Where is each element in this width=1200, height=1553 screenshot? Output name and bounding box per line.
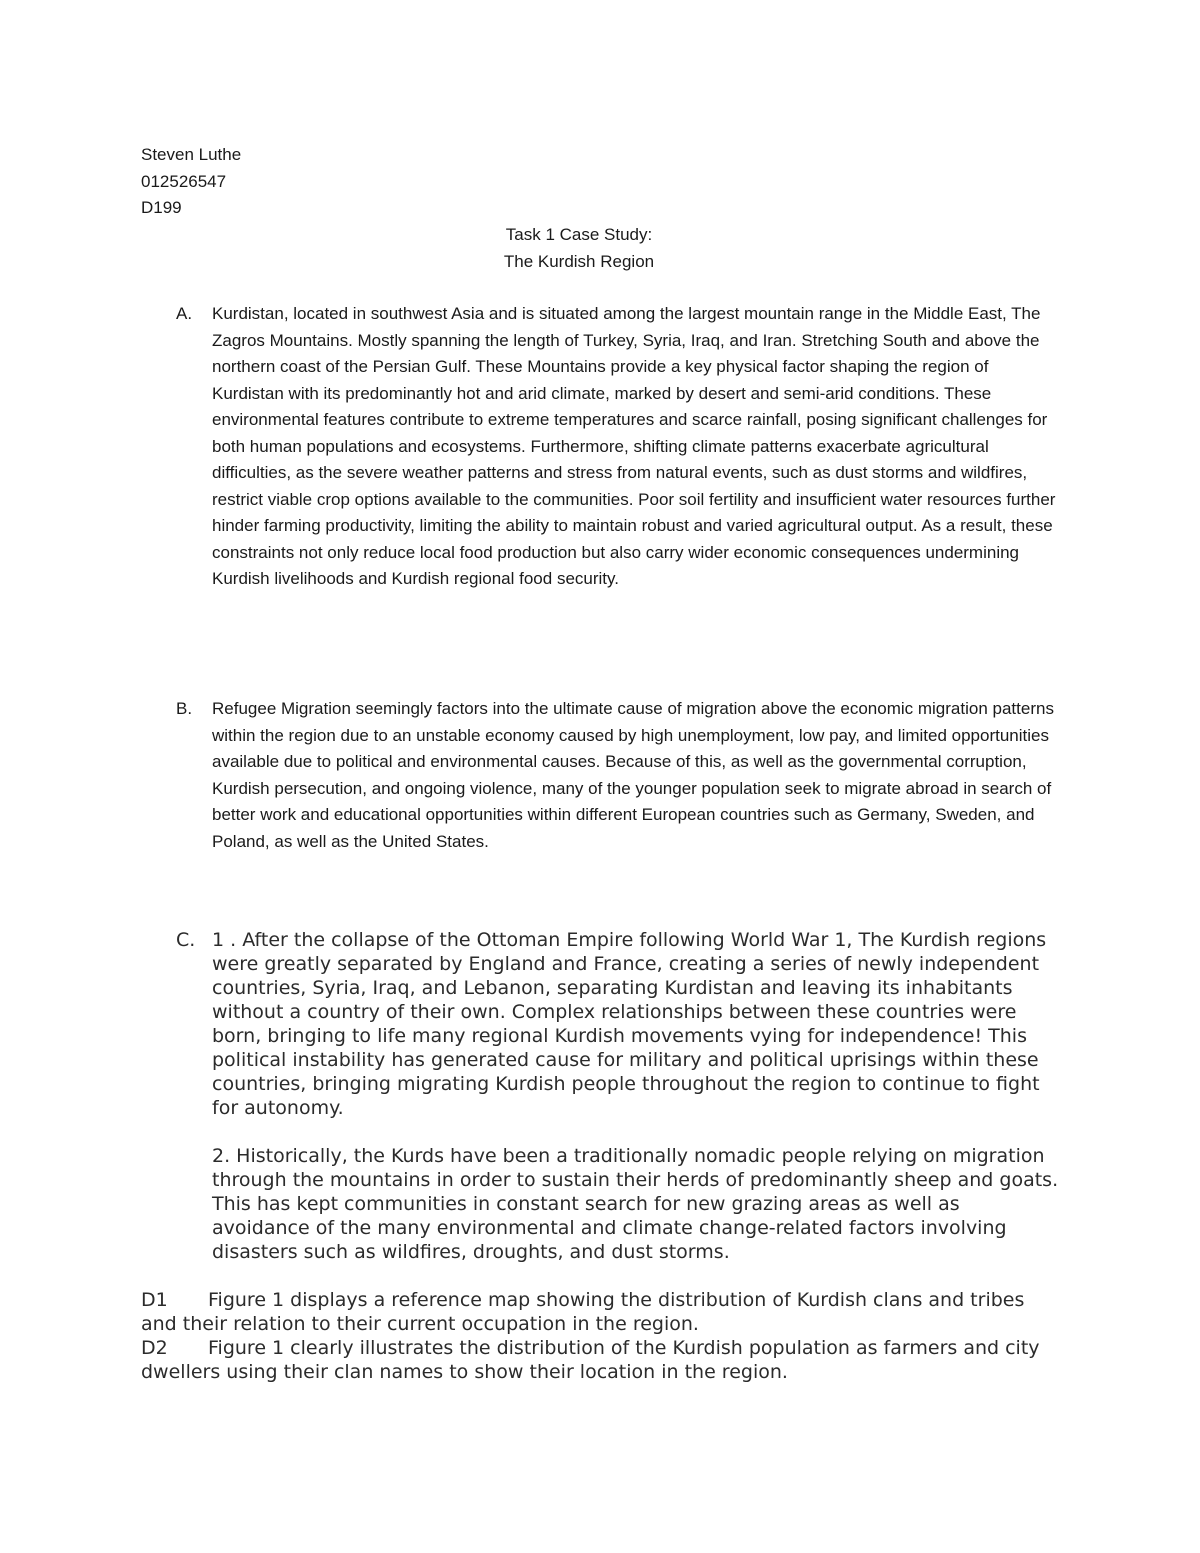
section-a-label: A. (176, 304, 193, 323)
section-a-text: Kurdistan, located in southwest Asia and is situated among the largest mountain range in the Middle East, The Zagros Mountains. Mostly spanning the length of Turkey, Syria, Iraq, and Iran. Stretching South and above the northern coast of the Persian Gulf. These Mountains provide a key physical factor shaping the region of Kurdistan with its predominantly hot and arid climate, marked by desert and semi-arid conditions. These environmental features contribute to extreme temperatures and scarce rainfall, posing significant challenges for both human populations and ecosystems. Furthermore, shifting climate patterns exacerbate agricultural difficulties, as the severe weather patterns and stress from natural events, such as dust storms and wildfires, restrict viable crop options available to the communities. Poor soil fertility and insufficient water resources further hinder farming productivity, limiting the ability to maintain robust and varied agricultural output. As a result, these constraints not only reduce local food production but also carry wider economic consequences undermining Kurdish livelihoods and Kurdish regional food security. (212, 304, 1056, 588)
section-d1-label: D1 (141, 1289, 168, 1311)
section-d2-text: Figure 1 clearly illustrates the distribution of the Kurdish population as farmers and city dwellers using their clan names to show their location in the region. (141, 1337, 1040, 1383)
course-code: D199 (141, 198, 182, 217)
author-name: Steven Luthe (141, 145, 242, 164)
author-header (141, 142, 241, 222)
section-c-paragraph-1: 1 . After the collapse of the Ottoman Empire following World War 1, The Kurdish regions were greatly separated by England and France, creating a series of newly independent countries, Syria, Iraq, and Lebanon, separating Kurdistan and leaving its inhabitants without a country of their own. Complex relationships between these countries were born, bringing to life many regional Kurdish movements vying for independence! This political instability has generated cause for military and political uprisings within these countries, bringing migrating Kurdish people throughout the region to continue to fight for autonomy. (212, 929, 1047, 1119)
title-line-2: The Kurdish Region (503, 251, 655, 271)
title-line-1: Task 1 Case Study: (505, 225, 653, 244)
section-d1-text: Figure 1 displays a reference map showing the distribution of Kurdish clans and tribes and their relation to their current occupation in the region. (141, 1289, 1025, 1335)
section-c-label: C. (176, 929, 196, 951)
section-d2 (141, 1336, 1051, 1384)
document-title (0, 222, 1158, 275)
section-d1 (141, 1288, 1051, 1336)
student-id: 012526547 (141, 171, 227, 191)
section-b-label: B. (176, 699, 193, 718)
section-d2-label: D2 (141, 1337, 168, 1359)
section-b-text: Refugee Migration seemingly factors into the ultimate cause of migration above the economic migration patterns within the region due to an unstable economy caused by high unemployment, low pay, and limited opportunities available due to political and environmental causes. Because of this, as well as the governmental corruption, Kurdish persecution, and ongoing violence, many of the younger population seek to migrate abroad in search of better work and educational opportunities within different European countries such as Germany, Sweden, and Poland, as well as the United States. (212, 699, 1054, 851)
section-c-paragraph-2: 2. Historically, the Kurds have been a traditionally nomadic people relying on migration through the mountains in order to sustain their herds of predominantly sheep and goats. This has kept communities in constant search for new grazing areas as well as avoidance of the many environmental and climate change-related factors involving disasters such as wildfires, droughts, and dust storms. (212, 1145, 1059, 1263)
